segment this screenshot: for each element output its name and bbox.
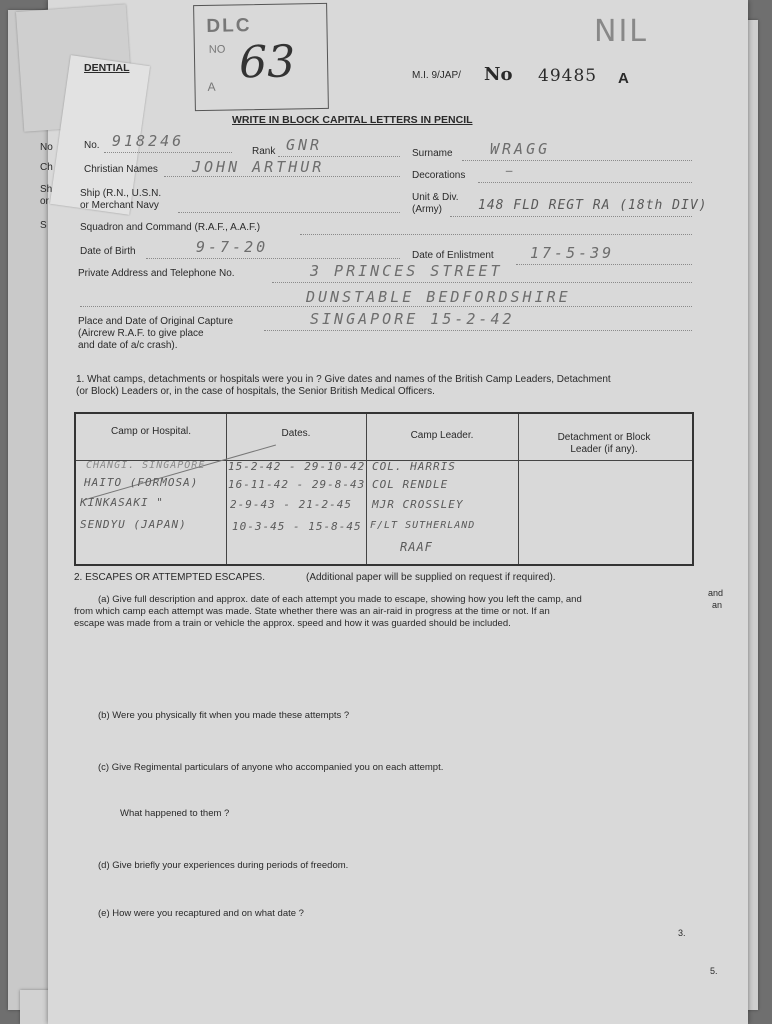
question-2d: (d) Give briefly your experiences during periods of freedom. (98, 860, 349, 871)
question-2c: (c) Give Regimental particulars of anyone who accompanied you on each attempt. (98, 762, 444, 773)
capture-line (264, 330, 692, 331)
table-cell-dates: 16-11-42 - 29-8-43 (228, 478, 366, 491)
no-line (104, 152, 232, 153)
unit-label: Unit & Div. (412, 192, 459, 203)
table-cell-camp: SENDYU (JAPAN) (80, 518, 187, 531)
ship-line (178, 212, 400, 213)
capture-label-3: and date of a/c crash). (78, 340, 178, 351)
capture-label-2: (Aircrew R.A.F. to give place (78, 328, 204, 339)
unit-value: 148 FLD REGT RA (18th DIV) (478, 198, 708, 213)
table-header-detachment: Detachment or Block (557, 432, 651, 443)
form-reference: M.I. 9/JAP/ (412, 70, 461, 81)
surname-label: Surname (412, 148, 453, 159)
section-1-question-cont: (or Block) Leaders or, in the case of hospitals, the Senior British Medical Officers. (76, 386, 435, 397)
table-cell-camp: CHANGI. SINGAPORE (86, 460, 206, 471)
squadron-label: Squadron and Command (R.A.F., A.A.F.) (80, 222, 261, 233)
table-cell-dates: 10-3-45 - 15-8-45 (232, 520, 362, 533)
capture-label: Place and Date of Original Capture (78, 316, 234, 327)
question-2a-cont-2: escape was made from a train or vehicle the approx. speed and how it was guarded should be included. (74, 618, 511, 629)
capture-value: SINGAPORE 15-2-42 (310, 310, 515, 328)
unit-line (450, 216, 692, 217)
enlistment-line (516, 264, 692, 265)
confidential-label: DENTIAL (84, 62, 130, 74)
surname-line (462, 160, 692, 161)
registry-stamp (193, 3, 329, 111)
serial-suffix: A (618, 70, 629, 87)
table-cell-leader-cont: RAAF (400, 540, 433, 554)
squadron-line (300, 234, 692, 235)
address-dots-2 (80, 306, 692, 307)
rank-label: Rank (252, 146, 276, 157)
table-cell-leader: COL RENDLE (372, 478, 449, 491)
table-header-detachment-2: Leader (if any). (570, 444, 638, 455)
question-2c-followup: What happened to them ? (120, 808, 230, 819)
table-header-leader: Camp Leader. (410, 430, 474, 441)
stamp-mid-text: NO (208, 43, 226, 56)
table-cell-camp: KINKASAKI " (80, 496, 164, 509)
dob-value: 9-7-20 (196, 238, 269, 256)
stamp-bottom-text: A (207, 79, 216, 94)
no-label: No. (84, 140, 100, 151)
christian-line (164, 176, 400, 177)
margin-fragment: Ch (40, 162, 53, 173)
table-cell-dates: 15-2-42 - 29-10-42 (228, 460, 366, 473)
margin-fragment: Sh (40, 184, 53, 195)
crossed-out-stroke (83, 444, 276, 502)
ship-label: Ship (R.N., U.S.N. (80, 188, 162, 199)
christian-label: Christian Names (84, 164, 158, 175)
decorations-line (478, 182, 692, 183)
question-2a-cont: from which camp each attempt was made. State whether there was an air-raid in progress at the time or not. If an (74, 606, 550, 617)
enlistment-label: Date of Enlistment (412, 250, 494, 261)
margin-fragment: an (712, 600, 723, 610)
camps-table (74, 412, 694, 566)
address-line-2: DUNSTABLE BEDFORDSHIRE (306, 288, 571, 306)
section-1-question: 1. What camps, detachments or hospitals were you in ? Give dates and names of the British Camp Leaders, Detachment (76, 374, 611, 385)
margin-fragment: and (708, 588, 724, 598)
table-header-dates: Dates. (281, 428, 311, 439)
question-2a: (a) Give full description and approx. date of each attempt you made to escape, showing how you left the camp, and (98, 594, 582, 605)
number-symbol: No (484, 64, 513, 85)
question-2e: (e) How were you recaptured and on what date ? (98, 908, 304, 919)
ship-label-2: or Merchant Navy (80, 200, 159, 211)
table-cell-leader: F/LT SUTHERLAND (370, 520, 476, 531)
margin-fragment: S (40, 220, 47, 231)
table-cell-dates: 2-9-43 - 21-2-45 (230, 498, 352, 511)
address-line-1: 3 PRINCES STREET (310, 262, 503, 280)
surname-value: WRAGG (490, 140, 551, 158)
section-2-heading: 2. ESCAPES OR ATTEMPTED ESCAPES. (74, 572, 265, 583)
margin-fragment: No (40, 142, 53, 153)
question-2b: (b) Were you physically fit when you made these attempts ? (98, 710, 350, 721)
margin-fragment: 5. (710, 966, 718, 976)
rank-value: GNR (286, 136, 323, 154)
stamp-number: 63 (238, 36, 296, 89)
table-cell-camp: HAITO (FORMOSA) (84, 476, 199, 489)
stamp-top-text: DLC (206, 15, 252, 37)
rank-line (278, 156, 400, 157)
form-instruction: WRITE IN BLOCK CAPITAL LETTERS IN PENCIL (232, 114, 473, 126)
serial-number: 49485 (538, 66, 598, 86)
decorations-label: Decorations (412, 170, 466, 181)
decorations-value: — (506, 164, 514, 177)
christian-value: JOHN ARTHUR (192, 158, 325, 176)
table-header-camp: Camp or Hospital. (110, 426, 192, 437)
no-value: 918246 (112, 132, 185, 150)
dob-line (146, 258, 400, 259)
enlistment-value: 17-5-39 (530, 244, 615, 262)
table-cell-leader: COL. HARRIS (372, 460, 456, 473)
dob-label: Date of Birth (80, 246, 136, 257)
address-dots-1 (272, 282, 692, 283)
margin-fragment: 3. (678, 928, 686, 938)
margin-fragment: or (40, 196, 49, 207)
table-cell-leader: MJR CROSSLEY (372, 498, 464, 511)
unit-label-2: (Army) (412, 204, 442, 215)
address-label: Private Address and Telephone No. (78, 268, 235, 279)
section-2-note: (Additional paper will be supplied on request if required). (306, 572, 556, 583)
nil-note: NIL (594, 14, 649, 49)
